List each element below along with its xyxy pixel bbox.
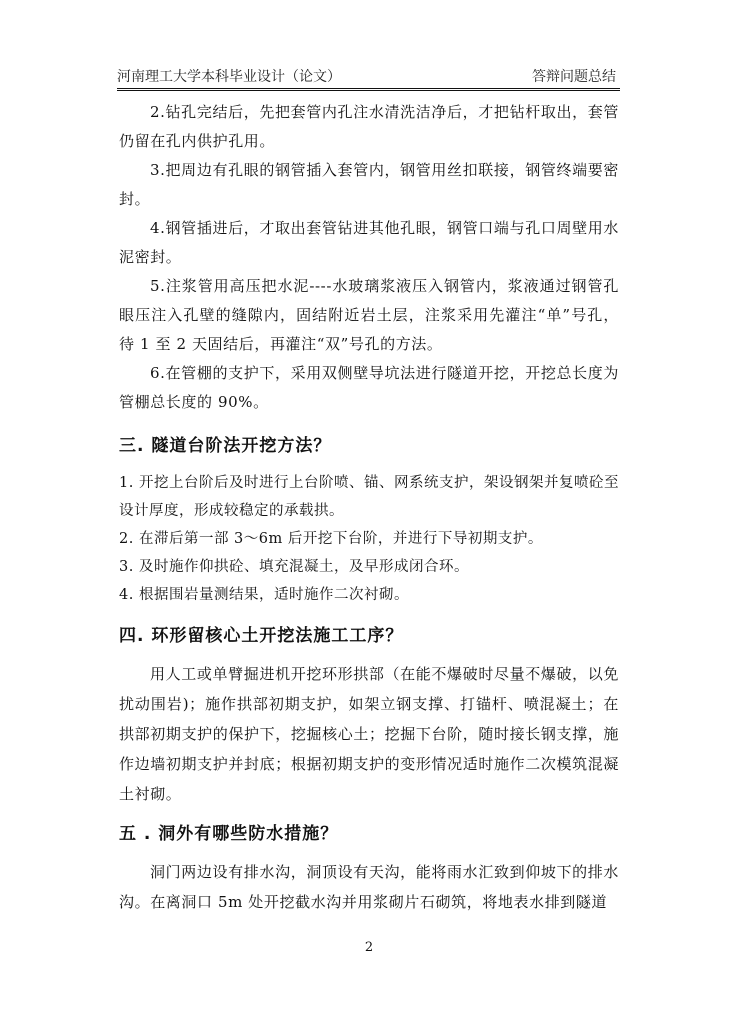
- page-header: [117, 64, 620, 86]
- header-thesis-title: 河南理工大学本科毕业设计（论文）: [117, 69, 341, 85]
- section-4-heading: 四. 环形留核心土开挖法施工工序？: [119, 626, 404, 646]
- section-4-paragraph: 用人工或单臂掘进机开挖环形拱部（在能不爆破时尽量不爆破，以免扰动围岩)；施作拱部初期支护，如架立钢支撑、打锚杆、喷混凝土；在拱部初期支护的保护下，挖掘核心土；挖掘下台阶，随时接长钢支撑，施作边墙初期支护并封底；根据初期支护的变形情况适时施作二次模筑混凝土衬砌。: [119, 665, 619, 803]
- paragraph-step-4: 4.钢管插进后，才取出套管钻进其他孔眼，钢管口端与孔口周壁用水泥密封。: [119, 219, 619, 266]
- section-3-heading: 三. 隧道台阶法开挖方法？: [119, 436, 332, 456]
- section-5-paragraph: 洞门两边设有排水沟，洞顶设有天沟，能将雨水汇致到仰坡下的排水沟。在离洞口 5m 处开挖截水沟并用浆砌片石砌筑，将地表水排到隧道: [119, 863, 619, 911]
- page-number: 2: [364, 940, 374, 955]
- section-3-list: [119, 469, 619, 609]
- document-body: [119, 98, 619, 917]
- header-section-title: 答辩问题总结: [532, 69, 616, 85]
- paragraph-step-2: 2.钻孔完结后，先把套管内孔注水清洗洁净后，才把钻杆取出，套管仍留在孔内供护孔用。: [119, 103, 619, 150]
- list-item: 2. 在滞后第一部 3～6m 后开挖下台阶，并进行下导初期支护。: [119, 531, 543, 547]
- header-divider: [117, 88, 620, 91]
- paragraph-step-5: 5.注浆管用高压把水泥----水玻璃浆液压入钢管内，浆液通过钢管孔眼压注入孔壁的缝隙内，固结附近岩土层，注浆采用先灌注“单”号孔，待 1 至 2 天固结后，再灌注“双”号孔的方法。: [119, 277, 619, 353]
- list-item: 3. 及时施作仰拱砼、填充混凝土，及早形成闭合环。: [119, 559, 469, 575]
- section-5-heading: 五 . 洞外有哪些防水措施？: [119, 824, 339, 844]
- list-item: 1. 开挖上台阶后及时进行上台阶喷、锚、网系统支护，架设钢架并复喷砼至设计厚度，形成较稳定的承载拱。: [119, 475, 619, 519]
- pipe-roof-steps: [119, 98, 619, 417]
- paragraph-step-3: 3.把周边有孔眼的钢管插入套管内，钢管用丝扣联接，钢管终端要密封。: [119, 161, 619, 208]
- paragraph-step-6: 6.在管棚的支护下，采用双侧壁导坑法进行隧道开挖，开挖总长度为管棚总长度的 90%。: [119, 364, 619, 411]
- list-item: 4. 根据围岩量测结果，适时施作二次衬砌。: [119, 587, 409, 603]
